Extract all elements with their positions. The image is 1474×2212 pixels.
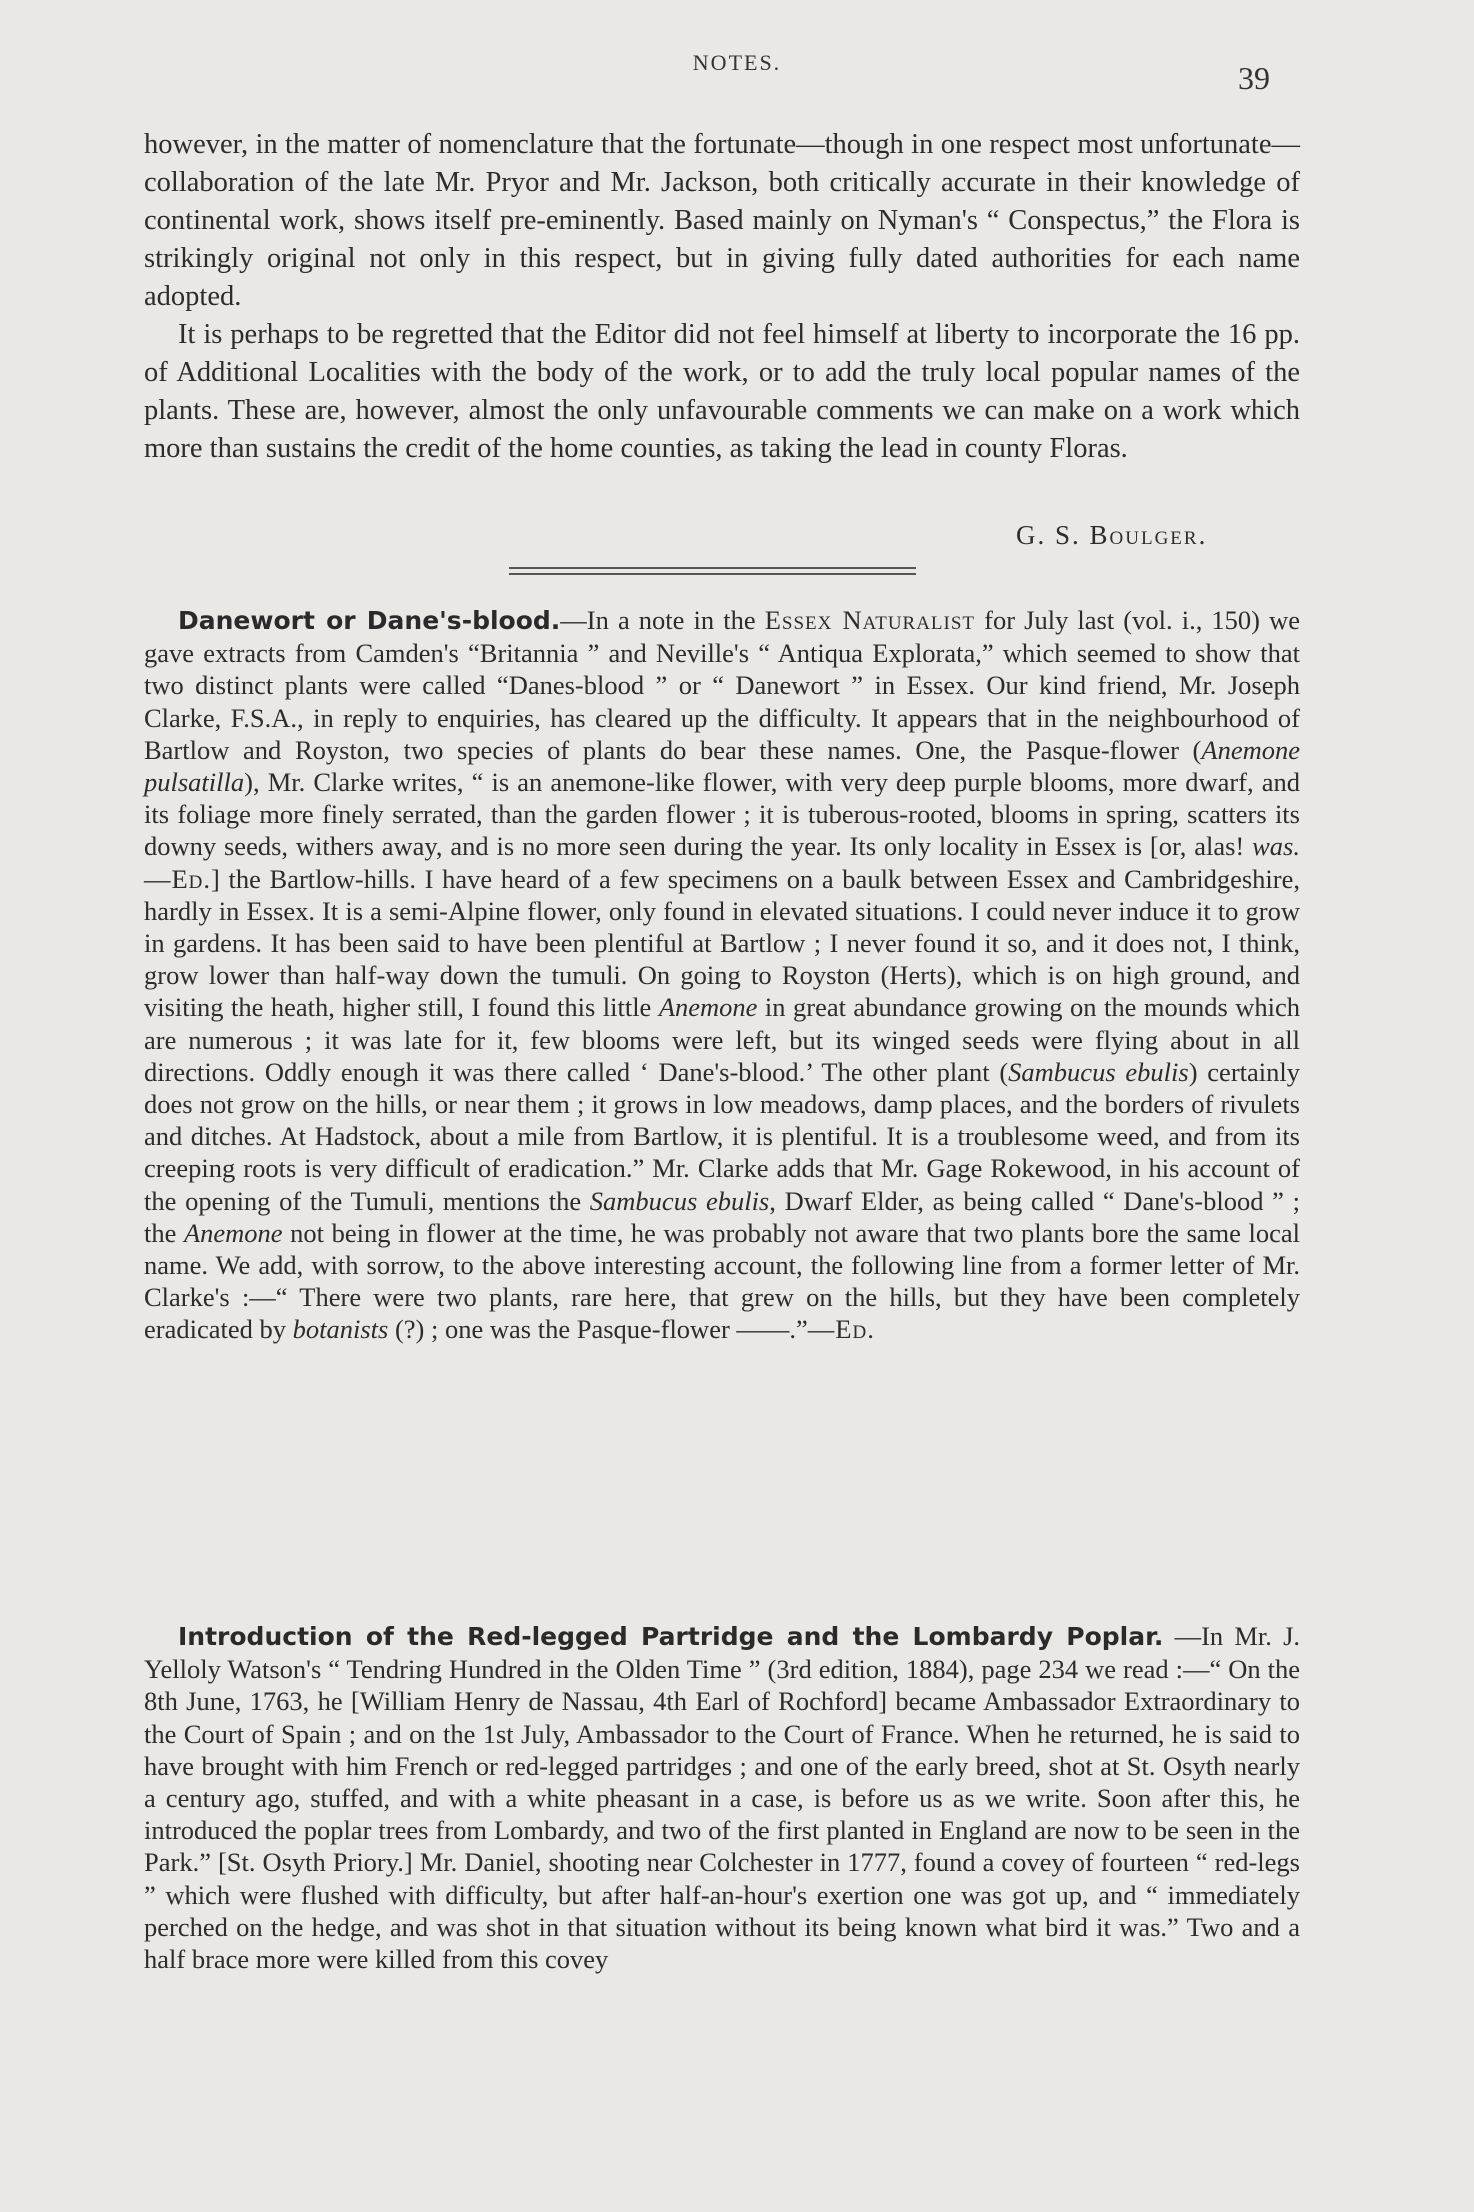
- species-name: Anemone: [658, 992, 758, 1023]
- text-run: —In a note in the: [560, 605, 765, 635]
- species-name: Sambucus ebulis: [589, 1185, 770, 1216]
- review-paragraph-1: however, in the matter of nomenclature that the fortunate—though in one respect most unfortunate—collaboration of the late Mr. Pryor and Mr. Jackson, both critically accurate in their knowledge of continental work, shows itself pre-eminently. Based mainly on Nyman's “ Conspectus,” the Flora is strikingly original not only in this respect, but in giving fully dated authorities for each name adopted.: [144, 129, 1300, 312]
- page-number: 39: [1238, 60, 1270, 96]
- review-signature: G. S. Boulger.: [1016, 520, 1208, 550]
- species-name: Anemone pulsatilla: [144, 734, 1300, 798]
- review-paragraph-2: It is perhaps to be regretted that the Editor did not feel himself at liberty to incorporate the 16 pp. of Additional Localities with the body of the work, or to add the truly local popular names of the plants. These are, however, almost the only unfavourable comments we can make on a work which more than sustains the credit of the home counties, as taking the lead in county Floras.: [144, 319, 1300, 464]
- note-partridge: [144, 1620, 1300, 1975]
- species-name: Sambucus ebulis: [1008, 1056, 1189, 1087]
- note-partridge-heading: Introduction of the Red-legged Partridge and the Lombardy Poplar.: [178, 1622, 1164, 1651]
- botanists-word: botanists: [292, 1314, 389, 1345]
- text-run: ) certainly does not grow on the hills, or near them ; it grows in low meadows, damp places, and the borders of rivulets and ditches. At Hadstock, about a mile from Bartlow, it is plentiful. It is a troublesome weed, and from its creeping roots is very difficult of eradication.” Mr. Clarke adds that Mr. Gage Rokewood, in his account of the opening of the Tumuli, mentions the: [144, 1056, 1300, 1216]
- journal-title: Essex Naturalist: [764, 605, 976, 635]
- editor-mark: —Ed.: [807, 1314, 875, 1345]
- note-partridge-paragraph: [144, 1620, 1300, 1975]
- text-run: ), Mr. Clarke writes, “ is an anemone-like flower, with very deep purple blooms, more dwarf, and its foliage more finely serrated, than the garden flower ; it is tuberous-rooted, blooms in spring, scatters its downy seeds, withers away, and is no more seen during the year. Its only locality in Essex is [or, alas!: [144, 767, 1300, 862]
- text-run: , Dwarf Elder, as being called “ Dane's-blood ” ; the: [144, 1185, 1300, 1248]
- review-continuation: [144, 126, 1300, 468]
- text-run: in great abundance growing on the mounds which are numerous ; it was late for it, few blooms were left, but its winged seeds were flying about in all directions. Oddly enough it was there called ‘ Dane's-blood.’ The other plant (: [144, 992, 1301, 1087]
- text-run: ] the Bartlow-hills. I have heard of a few specimens on a baulk between Essex and Cambridgeshire, hardly in Essex. It is a semi-Alpine flower, only found in elevated situations. I could never induce it to grow in gardens. It has been said to have been plentiful at Bartlow ; I never found it so, and it does not, I think, grow lower than half-way down the tumuli. On going to Royston (Herts), which is on high ground, and visiting the heath, higher still, I found this little: [144, 863, 1300, 1023]
- note-danewort: [144, 604, 1300, 1346]
- running-title: NOTES.: [692, 50, 782, 75]
- text-run: (?) ; one was the Pasque-flower ——.”: [388, 1314, 808, 1345]
- section-rule-bottom: [509, 573, 916, 575]
- text-run: for July last (vol. i., 150) we gave extracts from Camden's “Britannia ” and Neville's “ Antiqua Explorata,” which seemed to show that two distinct plants were called “Danes-blood ” or “ Danewort ” in Essex. Our kind friend, Mr. Joseph Clarke, F.S.A., in reply to enquiries, has cleared up the difficulty. It appears that in the neighbourhood of Bartlow and Royston, two species of plants do bear these names. One, the Pasque-flower (: [144, 605, 1300, 765]
- editor-mark: —Ed.: [144, 863, 212, 894]
- editorial-was: was.: [1252, 831, 1300, 862]
- species-name: Anemone: [183, 1217, 283, 1248]
- text-run: not being in flower at the time, he was probably not aware that two plants bore the same local name. We add, with sorrow, to the above interesting account, the following line from a former letter of Mr. Clarke's :—“ There were two plants, rare here, that grew on the hills, but they have been completely eradicated by: [144, 1217, 1300, 1345]
- note-danewort-heading: Danewort or Dane's-blood.: [178, 606, 561, 635]
- note-danewort-paragraph: [144, 604, 1300, 1346]
- section-rule-top: [509, 567, 916, 569]
- note-partridge-body: —In Mr. J. Yelloly Watson's “ Tendring Hundred in the Olden Time ” (3rd edition, 1884), page 234 we read :—“ On the 8th June, 1763, he [William Henry de Nassau, 4th Earl of Rochford] became Ambassador Extraordinary to the Court of Spain ; and on the 1st July, Ambassador to the Court of France. When he returned, he is said to have brought with him French or red-legged partridges ; and one of the early breed, shot at St. Osyth nearly a century ago, stuffed, and with a white pheasant in a case, is before us as we write. Soon after this, he introduced the poplar trees from Lombardy, and two of the first planted in England are now to be seen in the Park.” [St. Osyth Priory.] Mr. Daniel, shooting near Colchester in 1777, found a covey of fourteen “ red-legs ” which were flushed with difficulty, but after half-an-hour's exertion one was got up, and “ immediately perched on the hedge, and was shot in that situation without its being known what bird it was.” Two and a half brace more were killed from this covey: [144, 1621, 1301, 1975]
